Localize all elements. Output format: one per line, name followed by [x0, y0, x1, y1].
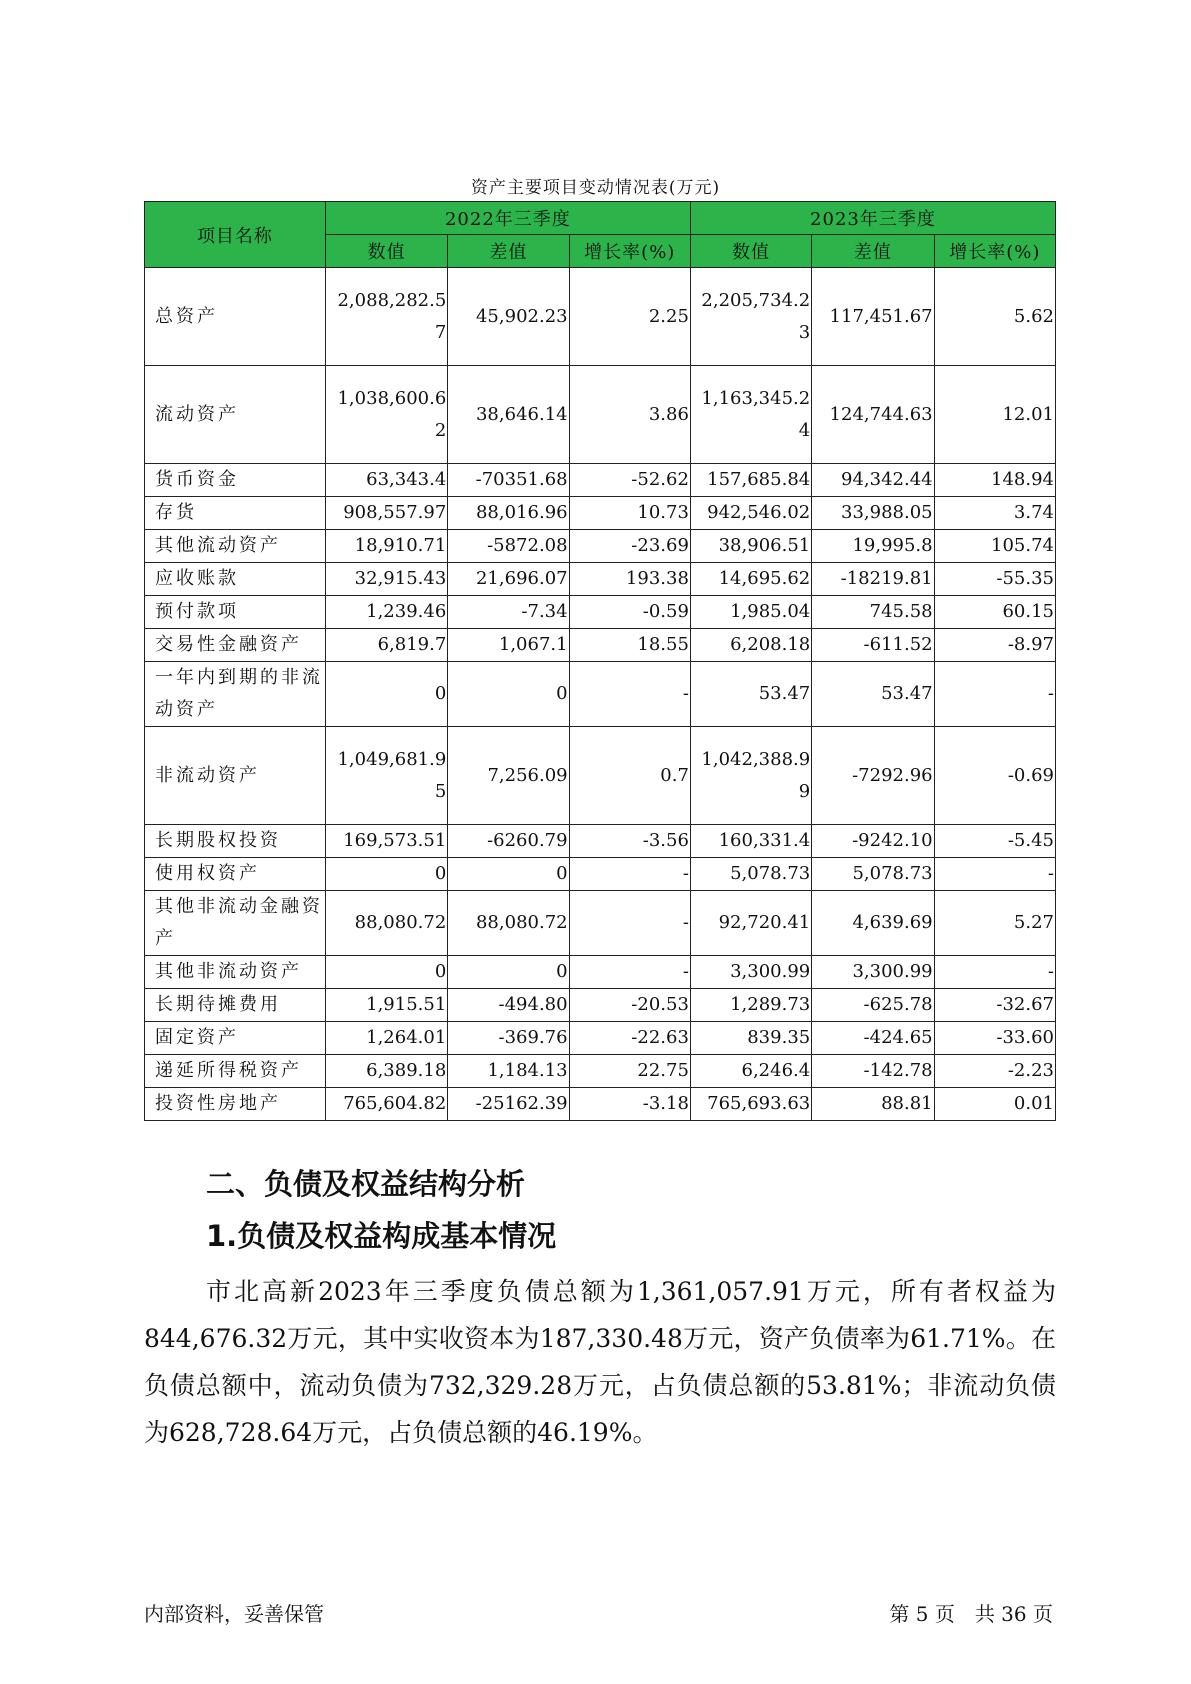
- row-name: 固定资产: [145, 1022, 326, 1055]
- cell-value-2022: 1,038,600.62: [325, 366, 447, 464]
- table-row: [145, 366, 1056, 464]
- cell-value-2022: 1,915.51: [325, 989, 447, 1022]
- cell-value-2023: 160,331.4: [690, 825, 811, 858]
- row-name: 非流动资产: [145, 727, 326, 825]
- cell-value-2022: 1,049,681.95: [325, 727, 447, 825]
- row-name: 一年内到期的非流动资产: [145, 662, 326, 727]
- cell-growth-2022: 0.7: [569, 727, 690, 825]
- subsection-title: 1.负债及权益构成基本情况: [206, 1219, 557, 1253]
- header-period-2023: 2023年三季度: [690, 202, 1055, 235]
- row-name: 货币资金: [145, 464, 326, 497]
- cell-value-2023: 2,205,734.23: [690, 268, 811, 366]
- cell-diff-2023: 4,639.69: [812, 891, 934, 956]
- cell-growth-2022: 22.75: [569, 1055, 690, 1088]
- row-name: 交易性金融资产: [145, 629, 326, 662]
- cell-diff-2022: -7.34: [448, 596, 569, 629]
- cell-diff-2023: 88.81: [812, 1088, 934, 1121]
- table-row: [145, 1055, 1056, 1088]
- row-name: 递延所得税资产: [145, 1055, 326, 1088]
- cell-value-2023: 1,042,388.99: [690, 727, 811, 825]
- table-row: [145, 858, 1056, 891]
- cell-diff-2023: 53.47: [812, 662, 934, 727]
- cell-value-2023: 92,720.41: [690, 891, 811, 956]
- cell-diff-2023: 19,995.8: [812, 530, 934, 563]
- cell-growth-2022: -0.59: [569, 596, 690, 629]
- table-row: [145, 563, 1056, 596]
- cell-value-2023: 1,985.04: [690, 596, 811, 629]
- table-row: [145, 1088, 1056, 1121]
- header-growth-2022: 增长率(%): [569, 235, 690, 268]
- table-row: [145, 497, 1056, 530]
- table-row: [145, 891, 1056, 956]
- cell-growth-2023: -55.35: [934, 563, 1055, 596]
- cell-growth-2022: 2.25: [569, 268, 690, 366]
- cell-diff-2022: 88,080.72: [448, 891, 569, 956]
- cell-value-2022: 2,088,282.57: [325, 268, 447, 366]
- row-name: 长期股权投资: [145, 825, 326, 858]
- cell-growth-2022: -: [569, 858, 690, 891]
- cell-diff-2022: -25162.39: [448, 1088, 569, 1121]
- cell-growth-2022: -20.53: [569, 989, 690, 1022]
- header-growth-2023: 增长率(%): [934, 235, 1055, 268]
- cell-value-2023: 942,546.02: [690, 497, 811, 530]
- cell-growth-2022: 18.55: [569, 629, 690, 662]
- cell-diff-2022: 0: [448, 858, 569, 891]
- cell-value-2022: 88,080.72: [325, 891, 447, 956]
- cell-diff-2023: 745.58: [812, 596, 934, 629]
- cell-diff-2022: -5872.08: [448, 530, 569, 563]
- cell-value-2023: 6,208.18: [690, 629, 811, 662]
- cell-growth-2022: -22.63: [569, 1022, 690, 1055]
- table-row: [145, 662, 1056, 727]
- cell-value-2022: 6,819.7: [325, 629, 447, 662]
- row-name: 使用权资产: [145, 858, 326, 891]
- cell-growth-2022: 193.38: [569, 563, 690, 596]
- table-caption: 资产主要项目变动情况表(万元): [470, 178, 721, 198]
- cell-growth-2023: -0.69: [934, 727, 1055, 825]
- cell-value-2022: 1,239.46: [325, 596, 447, 629]
- cell-value-2023: 157,685.84: [690, 464, 811, 497]
- table-row: [145, 629, 1056, 662]
- cell-growth-2023: -8.97: [934, 629, 1055, 662]
- cell-value-2023: 3,300.99: [690, 956, 811, 989]
- cell-diff-2022: -70351.68: [448, 464, 569, 497]
- cell-diff-2022: 88,016.96: [448, 497, 569, 530]
- header-diff-2022: 差值: [448, 235, 569, 268]
- header-item-name: 项目名称: [145, 202, 326, 268]
- cell-growth-2023: -33.60: [934, 1022, 1055, 1055]
- cell-growth-2023: 105.74: [934, 530, 1055, 563]
- cell-growth-2023: 5.62: [934, 268, 1055, 366]
- cell-value-2023: 53.47: [690, 662, 811, 727]
- cell-growth-2022: 3.86: [569, 366, 690, 464]
- cell-diff-2023: -7292.96: [812, 727, 934, 825]
- table-row: [145, 464, 1056, 497]
- cell-growth-2022: -: [569, 891, 690, 956]
- cell-growth-2023: -: [934, 662, 1055, 727]
- cell-growth-2023: -32.67: [934, 989, 1055, 1022]
- cell-growth-2023: -2.23: [934, 1055, 1055, 1088]
- cell-growth-2023: 0.01: [934, 1088, 1055, 1121]
- cell-growth-2022: -: [569, 956, 690, 989]
- cell-value-2023: 5,078.73: [690, 858, 811, 891]
- cell-diff-2022: -369.76: [448, 1022, 569, 1055]
- cell-diff-2023: -611.52: [812, 629, 934, 662]
- cell-diff-2023: -625.78: [812, 989, 934, 1022]
- row-name: 其他流动资产: [145, 530, 326, 563]
- row-name: 其他非流动金融资产: [145, 891, 326, 956]
- header-period-2022: 2022年三季度: [325, 202, 690, 235]
- table-row: [145, 825, 1056, 858]
- cell-growth-2023: 148.94: [934, 464, 1055, 497]
- row-name: 总资产: [145, 268, 326, 366]
- row-name: 其他非流动资产: [145, 956, 326, 989]
- body-paragraph: 市北高新2023年三季度负债总额为1,361,057.91万元，所有者权益为844,676.32万元，其中实收资本为187,330.48万元，资产负债率为61.71%。在负债总额中，流动负债为732,329.28万元，占负债总额的53.81%；非流动负债为628,728.64万元，占负债总额的46.19%。: [144, 1277, 1056, 1447]
- header-value-2023: 数值: [690, 235, 811, 268]
- cell-diff-2023: -9242.10: [812, 825, 934, 858]
- cell-diff-2023: 33,988.05: [812, 497, 934, 530]
- cell-value-2023: 14,695.62: [690, 563, 811, 596]
- row-name: 应收账款: [145, 563, 326, 596]
- cell-diff-2022: -6260.79: [448, 825, 569, 858]
- table-row: [145, 956, 1056, 989]
- cell-value-2023: 765,693.63: [690, 1088, 811, 1121]
- header-value-2022: 数值: [325, 235, 447, 268]
- cell-growth-2022: -3.18: [569, 1088, 690, 1121]
- cell-diff-2022: 7,256.09: [448, 727, 569, 825]
- cell-diff-2022: 1,067.1: [448, 629, 569, 662]
- cell-diff-2022: 1,184.13: [448, 1055, 569, 1088]
- cell-value-2022: 0: [325, 858, 447, 891]
- cell-value-2023: 1,163,345.24: [690, 366, 811, 464]
- cell-value-2022: 0: [325, 956, 447, 989]
- header-diff-2023: 差值: [812, 235, 934, 268]
- cell-value-2022: 18,910.71: [325, 530, 447, 563]
- cell-value-2023: 38,906.51: [690, 530, 811, 563]
- cell-diff-2022: 38,646.14: [448, 366, 569, 464]
- row-name: 存货: [145, 497, 326, 530]
- cell-growth-2023: -: [934, 956, 1055, 989]
- table-row: [145, 989, 1056, 1022]
- table-row: [145, 727, 1056, 825]
- cell-diff-2022: 0: [448, 956, 569, 989]
- cell-value-2022: 765,604.82: [325, 1088, 447, 1121]
- table-row: [145, 530, 1056, 563]
- cell-diff-2023: -18219.81: [812, 563, 934, 596]
- cell-diff-2023: 3,300.99: [812, 956, 934, 989]
- table-row: [145, 268, 1056, 366]
- cell-diff-2022: 21,696.07: [448, 563, 569, 596]
- table-row: [145, 1022, 1056, 1055]
- cell-growth-2023: 3.74: [934, 497, 1055, 530]
- cell-value-2022: 32,915.43: [325, 563, 447, 596]
- cell-growth-2023: 60.15: [934, 596, 1055, 629]
- asset-change-table: [144, 201, 1056, 1121]
- cell-value-2022: 908,557.97: [325, 497, 447, 530]
- footer-page-number: 第 5 页 共 36 页: [889, 1602, 1053, 1626]
- cell-value-2022: 169,573.51: [325, 825, 447, 858]
- cell-growth-2023: 12.01: [934, 366, 1055, 464]
- row-name: 长期待摊费用: [145, 989, 326, 1022]
- row-name: 预付款项: [145, 596, 326, 629]
- section-title: 二、负债及权益结构分析: [206, 1167, 526, 1201]
- cell-value-2023: 6,246.4: [690, 1055, 811, 1088]
- cell-diff-2022: 45,902.23: [448, 268, 569, 366]
- cell-diff-2022: 0: [448, 662, 569, 727]
- table-row: [145, 596, 1056, 629]
- cell-diff-2023: 124,744.63: [812, 366, 934, 464]
- cell-growth-2022: 10.73: [569, 497, 690, 530]
- cell-value-2022: 0: [325, 662, 447, 727]
- row-name: 流动资产: [145, 366, 326, 464]
- cell-growth-2023: 5.27: [934, 891, 1055, 956]
- footer-confidential: 内部资料，妥善保管: [144, 1602, 324, 1626]
- cell-diff-2022: -494.80: [448, 989, 569, 1022]
- cell-diff-2023: 117,451.67: [812, 268, 934, 366]
- cell-value-2022: 1,264.01: [325, 1022, 447, 1055]
- cell-value-2023: 839.35: [690, 1022, 811, 1055]
- cell-growth-2023: -5.45: [934, 825, 1055, 858]
- cell-growth-2022: -3.56: [569, 825, 690, 858]
- cell-diff-2023: -142.78: [812, 1055, 934, 1088]
- cell-growth-2022: -: [569, 662, 690, 727]
- cell-diff-2023: 5,078.73: [812, 858, 934, 891]
- cell-growth-2022: -23.69: [569, 530, 690, 563]
- cell-diff-2023: -424.65: [812, 1022, 934, 1055]
- cell-value-2023: 1,289.73: [690, 989, 811, 1022]
- cell-diff-2023: 94,342.44: [812, 464, 934, 497]
- cell-growth-2023: -: [934, 858, 1055, 891]
- cell-value-2022: 6,389.18: [325, 1055, 447, 1088]
- cell-value-2022: 63,343.4: [325, 464, 447, 497]
- row-name: 投资性房地产: [145, 1088, 326, 1121]
- cell-growth-2022: -52.62: [569, 464, 690, 497]
